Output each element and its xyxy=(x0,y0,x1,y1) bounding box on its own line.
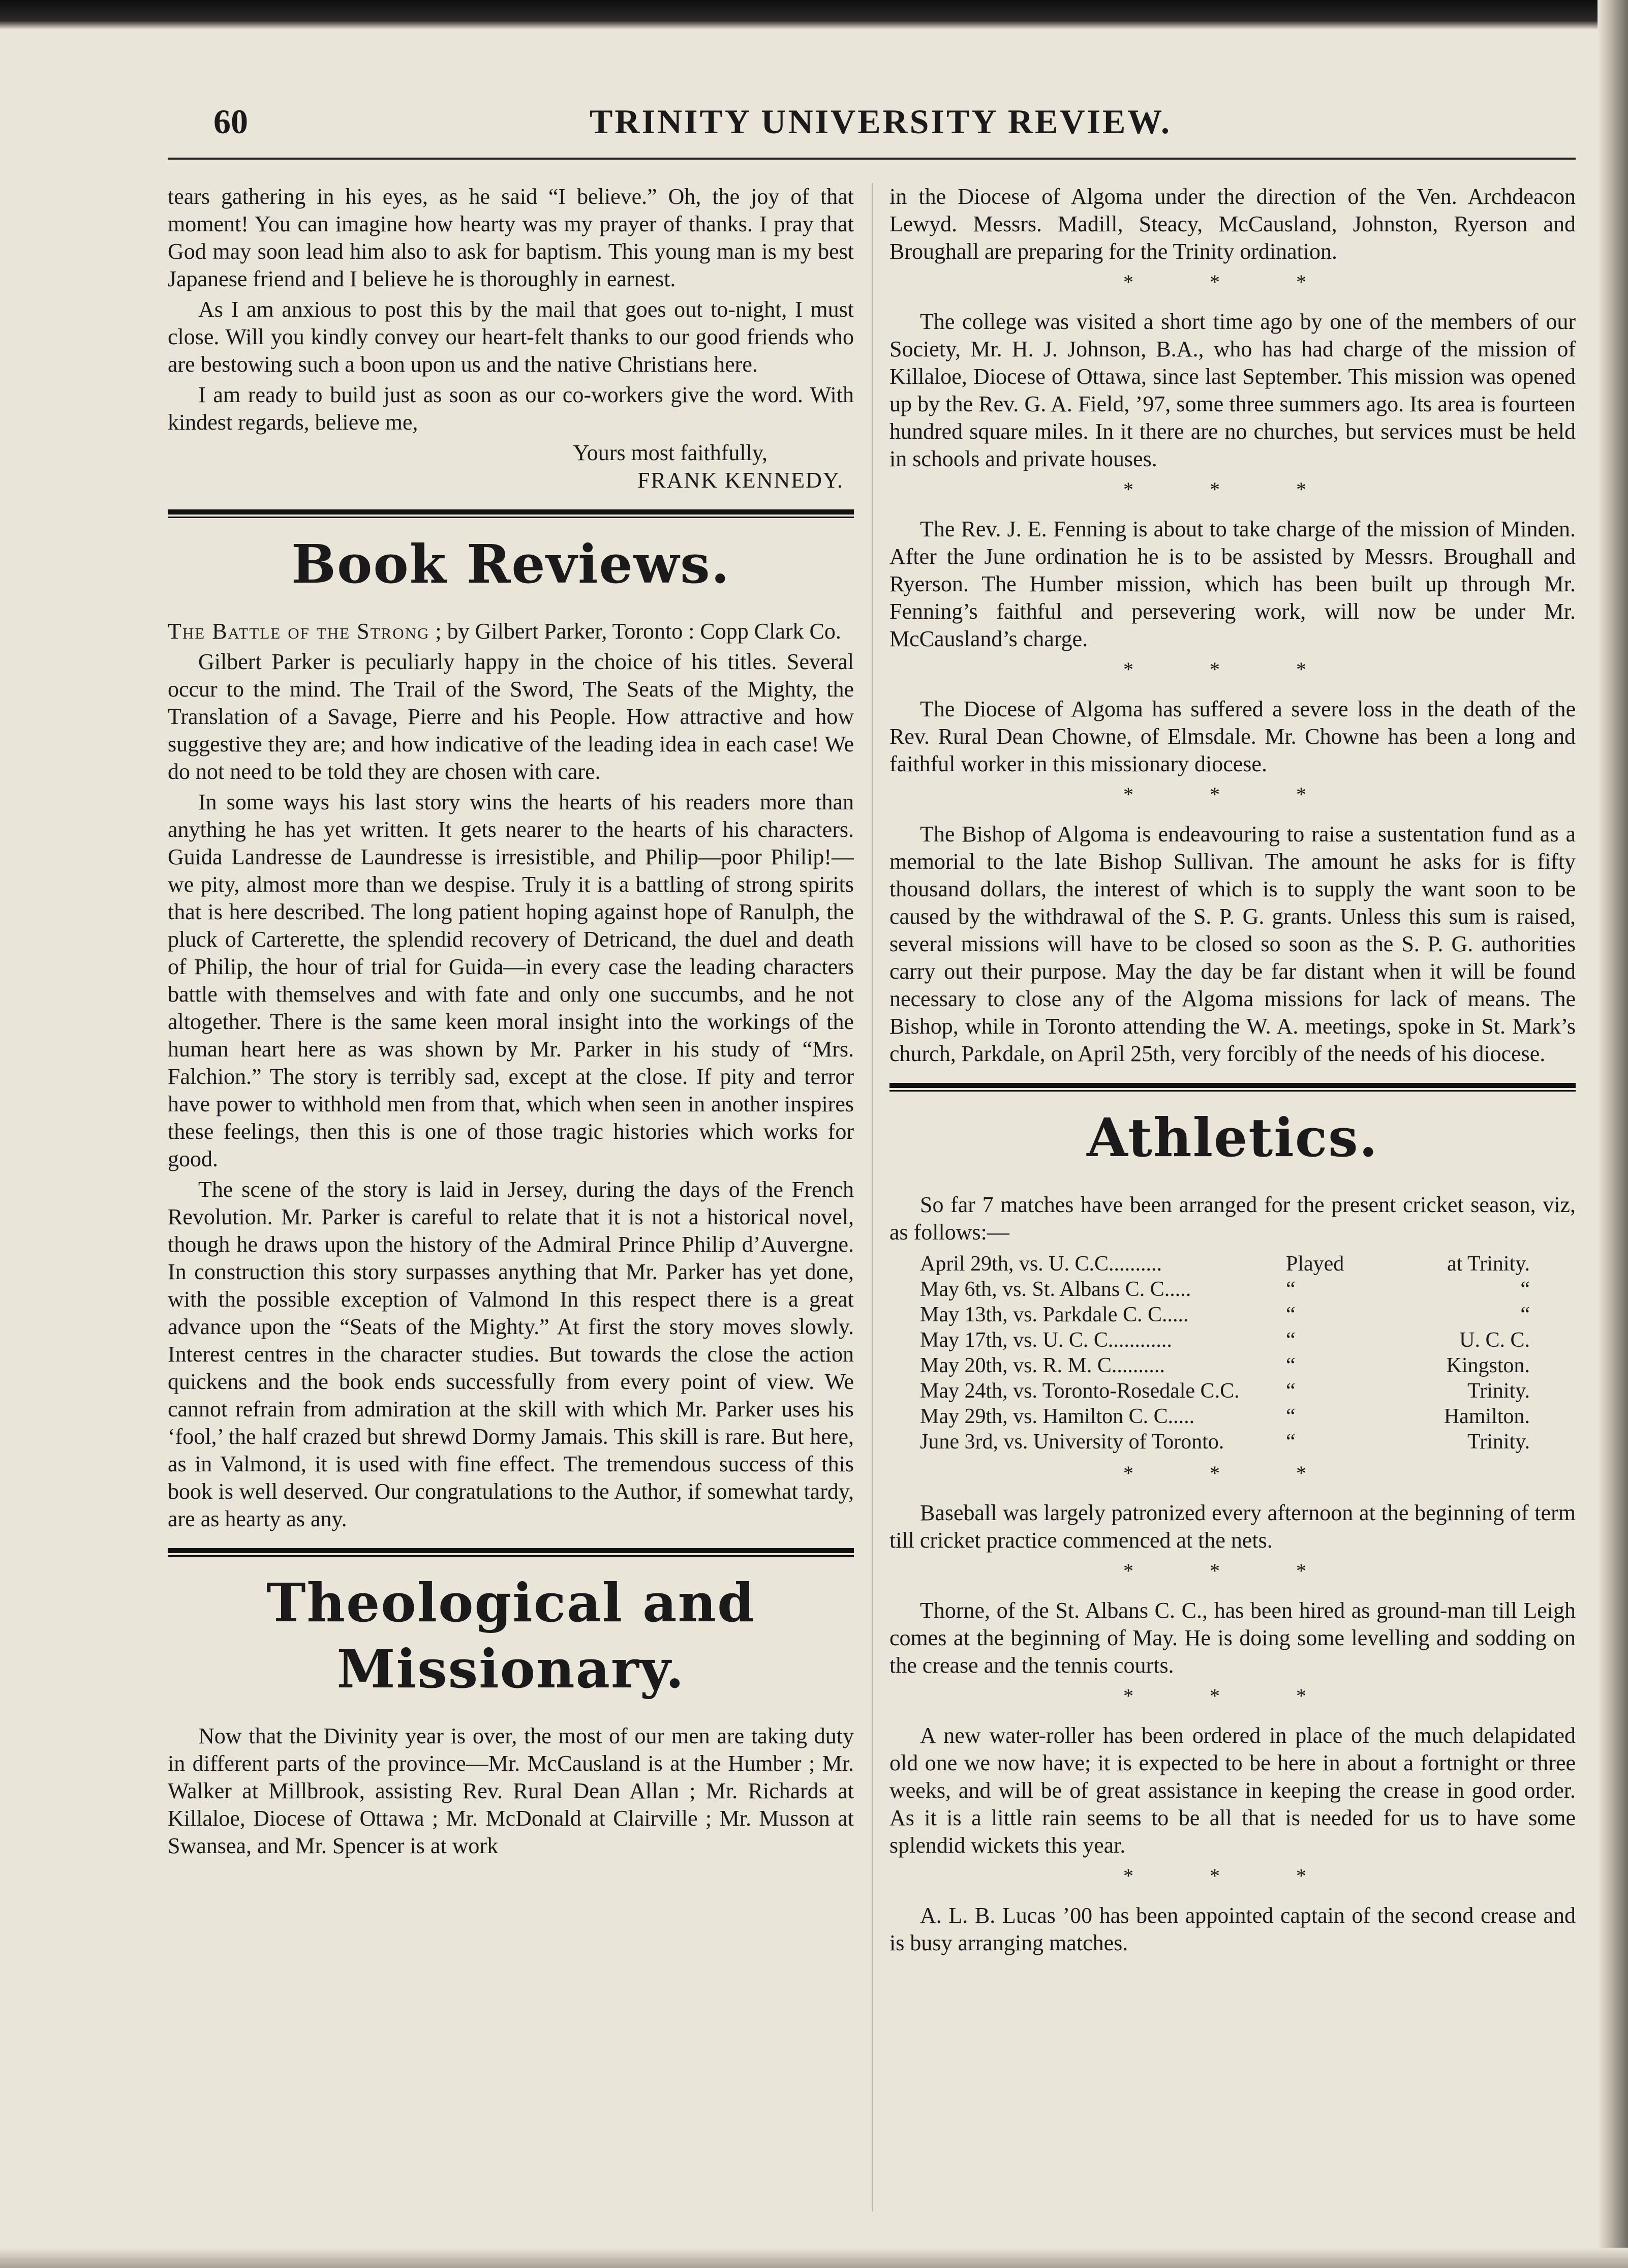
fixture-result: Played xyxy=(1286,1252,1344,1276)
book-reviews-heading: Book Reviews. xyxy=(291,533,730,595)
fixture-result: “ xyxy=(1286,1379,1296,1403)
page-header xyxy=(168,102,1576,160)
fixture-row xyxy=(920,1378,1530,1404)
fixture-venue: Trinity. xyxy=(1467,1430,1530,1454)
theological-section xyxy=(168,1570,854,1860)
section-stars: * * * xyxy=(1123,658,1342,681)
fixture-result: “ xyxy=(1286,1405,1296,1428)
right-column xyxy=(889,183,1576,2212)
section-stars: * * * xyxy=(1123,1684,1342,1707)
reviewed-book-title: The Battle of the Strong xyxy=(168,619,430,644)
fixture-result: “ xyxy=(1286,1354,1296,1377)
newspaper-page xyxy=(168,86,1576,2242)
fixture-match: May 20th, vs. R. M. C.......... xyxy=(920,1354,1165,1377)
fixture-row xyxy=(920,1353,1530,1378)
review-paragraph: In some ways his last story wins the hearts of his readers more than anything he has yet written. It gets nearer to the hearts of his characters. Guida Landresse de Laundresse is irresistible, and Philip—poor Philip!—we pity, almost more than we despise. Truly it is a battling of strong spirits that is here described. The long patient hoping against hope of Ranulph, the pluck of Carterette, the splendid recovery of Detricand, the duel and death of Philip, the hour of trial for Guida—in every case the leading characters battle with themselves and with fate and only one succumbs, and he not altogether. There is the same keen moral insight into the workings of the human heart here as was shown by Mr. Parker in his study of “Mrs. Falchion.” The story is terribly sad, except at the close. If pity and terror have power to withhold men from that, which when seen in another inspires these feelings, then this is one of those tragic histories which works for good. xyxy=(168,790,854,1171)
section-stars: * * * xyxy=(1123,478,1342,501)
review-paragraph: The scene of the story is laid in Jersey, during the days of the French Revolution. Mr. Parker is careful to relate that it is not a historical novel, though he draws upon the history of the Admiral Prince Philip d’Auvergne. In construction this story surpasses anything that Mr. Parker has yet done, with the possible exception of Valmond In this respect there is a great advance upon the “Seats of the Mighty.” At first the story moves slowly. Interest centres in the character studies. But towards the close the action quickens and the book ends successfully from every point of view. We cannot refrain from admiration at the skill with which Mr. Parker uses his ‘fool,’ the half crazed but shrewd Dormy Jamais. This skill is rare. But here, as in Valmond, it is used with fine effect. The tremendous success of this book is well deserved. Our congratulations to the Author, if somewhat tardy, are as hearty as any. xyxy=(168,1177,854,1531)
athletics-item: A new water-roller has been ordered in place of the much delapidated old one we now have; it is expected to be here in about a fortnight or three weeks, and will be of great assistance in keeping the crease in good order. As it is a little rain seems to be all that is needed for us to have some splendid wickets this year. xyxy=(889,1723,1576,1858)
scan-top-edge xyxy=(0,0,1628,29)
section-stars: * * * xyxy=(1123,270,1342,293)
fixture-row xyxy=(920,1302,1530,1327)
letter-paragraph: tears gathering in his eyes, as he said “I believe.” Oh, the joy of that moment! You can imagine how hearty was my prayer of thanks. I pray that God may soon lead him also to ask for baptism. This young man is my best Japanese friend and I believe he is thoroughly in earnest. xyxy=(168,184,854,291)
fixture-venue: “ xyxy=(1520,1278,1530,1301)
fixture-venue: U. C. C. xyxy=(1459,1328,1530,1352)
page-number: 60 xyxy=(213,102,248,141)
section-rule xyxy=(168,509,854,518)
theological-heading: Theological and Missionary. xyxy=(266,1571,755,1700)
fixture-row xyxy=(920,1277,1530,1302)
letter-paragraph: As I am anxious to post this by the mail that goes out to-night, I must close. Will you kindly convey our heart-felt thanks to our good friends who are bestowing such a boon upon us and the native Christians here. xyxy=(168,297,854,377)
fixture-match: May 24th, vs. Toronto-Rosedale C.C. xyxy=(920,1379,1240,1403)
fixture-row xyxy=(920,1404,1530,1429)
column-divider xyxy=(872,183,873,2212)
fixture-row xyxy=(920,1251,1530,1277)
section-rule xyxy=(168,1548,854,1557)
fixture-match: June 3rd, vs. University of Toronto. xyxy=(920,1430,1224,1454)
fixture-venue: “ xyxy=(1520,1303,1530,1326)
fixture-venue: Hamilton. xyxy=(1443,1405,1530,1428)
review-citation xyxy=(168,618,854,645)
missionary-item: The Rev. J. E. Fenning is about to take charge of the mission of Minden. After the June ordination he is to be assisted by Messrs. Broughall and Ryerson. The Humber mission, which has been built up through Mr. Fenning’s faithful and persevering work, will now be under Mr. McCausland’s charge. xyxy=(889,517,1576,651)
fixture-result: “ xyxy=(1286,1303,1296,1326)
section-stars: * * * xyxy=(1123,1864,1342,1887)
scan-right-edge xyxy=(1598,0,1628,2268)
missionary-item: The Diocese of Algoma has suffered a severe loss in the death of the Rev. Rural Dean Chowne, of Elmsdale. Mr. Chowne has been a long and faithful worker in this missionary diocese. xyxy=(889,697,1576,776)
athletics-section xyxy=(889,1105,1576,1957)
fixture-venue: Trinity. xyxy=(1467,1379,1530,1403)
athletics-heading: Athletics. xyxy=(1087,1106,1378,1169)
letter-signature: FRANK KENNEDY. xyxy=(637,468,844,493)
letter-closing: Yours most faithfully, xyxy=(573,440,767,465)
theological-paragraph: Now that the Divinity year is over, the most of our men are taking duty in different parts of the province—Mr. McCausland is at the Humber ; Mr. Walker at Millbrook, assisting Rev. Rural Dean Allan ; Mr. Richards at Killaloe, Diocese of Ottawa ; Mr. McDonald at Clairville ; Mr. Musson at Swansea, and Mr. Spencer is at work xyxy=(168,1723,854,1858)
fixture-venue: at Trinity. xyxy=(1447,1252,1530,1276)
left-column xyxy=(168,183,854,2212)
fixture-row xyxy=(920,1327,1530,1353)
fixture-result: “ xyxy=(1286,1430,1296,1454)
fixture-match: May 13th, vs. Parkdale C. C..... xyxy=(920,1303,1189,1326)
letter-continuation xyxy=(168,183,854,494)
book-reviews-section xyxy=(168,531,854,1533)
athletics-item: A. L. B. Lucas ’00 has been appointed captain of the second crease and is busy arranging matches. xyxy=(889,1903,1576,1955)
scan-bottom-edge xyxy=(0,2248,1628,2268)
reviewed-book-publisher: ; by Gilbert Parker, Toronto : Copp Clark Co. xyxy=(435,619,841,644)
fixture-row xyxy=(920,1429,1530,1455)
missionary-continuation: in the Diocese of Algoma under the direction of the Ven. Archdeacon Lewyd. Messrs. Madill, Steacy, McCausland, Johnston, Ryerson and Broughall are preparing for the Trinity ordination. xyxy=(889,184,1576,264)
running-title: TRINITY UNIVERSITY REVIEW. xyxy=(590,102,1172,141)
letter-paragraph: I am ready to build just as soon as our co-workers give the word. With kindest regards, believe me, xyxy=(168,382,854,435)
fixture-result: “ xyxy=(1286,1328,1296,1352)
fixture-venue: Kingston. xyxy=(1446,1354,1530,1377)
section-rule xyxy=(889,1083,1576,1092)
cricket-fixtures-table xyxy=(920,1251,1530,1455)
fixture-match: May 29th, vs. Hamilton C. C..... xyxy=(920,1405,1195,1428)
review-paragraph: Gilbert Parker is peculiarly happy in the choice of his titles. Several occur to the mind. The Trail of the Sword, The Seats of the Mighty, the Translation of a Savage, Pierre and his People. How attractive and how suggestive they are; and how indicative of the leading idea in each case! We do not need to be told they are chosen with care. xyxy=(168,649,854,784)
athletics-item: Baseball was largely patronized every afternoon at the beginning of term till cricket practice commenced at the nets. xyxy=(889,1500,1576,1553)
fixture-result: “ xyxy=(1286,1278,1296,1301)
missionary-item: The college was visited a short time ago by one of the members of our Society, Mr. H. J. Johnson, B.A., who has had charge of the mission of Killaloe, Diocese of Ottawa, since last September. This mission was opened up by the Rev. G. A. Field, ’97, some three summers ago. Its area is fourteen hundred square miles. In it there are no churches, but services must be held in schools and private houses. xyxy=(889,309,1576,471)
section-stars: * * * xyxy=(1123,783,1342,806)
section-stars: * * * xyxy=(1123,1462,1342,1485)
athletics-intro: So far 7 matches have been arranged for the present cricket season, viz, as follows:— xyxy=(889,1192,1576,1245)
section-stars: * * * xyxy=(1123,1559,1342,1582)
fixture-match: May 6th, vs. St. Albans C. C..... xyxy=(920,1278,1191,1301)
fixture-match: April 29th, vs. U. C.C.......... xyxy=(920,1252,1162,1276)
athletics-item: Thorne, of the St. Albans C. C., has been hired as ground-man till Leigh comes at the beginning of May. He is doing some levelling and sodding on the crease and the tennis courts. xyxy=(889,1598,1576,1678)
missionary-item: The Bishop of Algoma is endeavouring to raise a sustentation fund as a memorial to the late Bishop Sullivan. The amount he asks for is fifty thousand dollars, the interest of which is to supply the want soon to be caused by the withdrawal of the S. P. G. grants. Unless this sum is raised, several missions will have to be closed so soon as the S. P. G. authorities carry out their purpose. May the day be far distant when it will be found necessary to close any of the Algoma missions for lack of means. The Bishop, while in Toronto attending the W. A. meetings, spoke in St. Mark’s church, Parkdale, on April 25th, very forcibly of the needs of his diocese. xyxy=(889,822,1576,1066)
fixture-match: May 17th, vs. U. C. C............ xyxy=(920,1328,1172,1352)
